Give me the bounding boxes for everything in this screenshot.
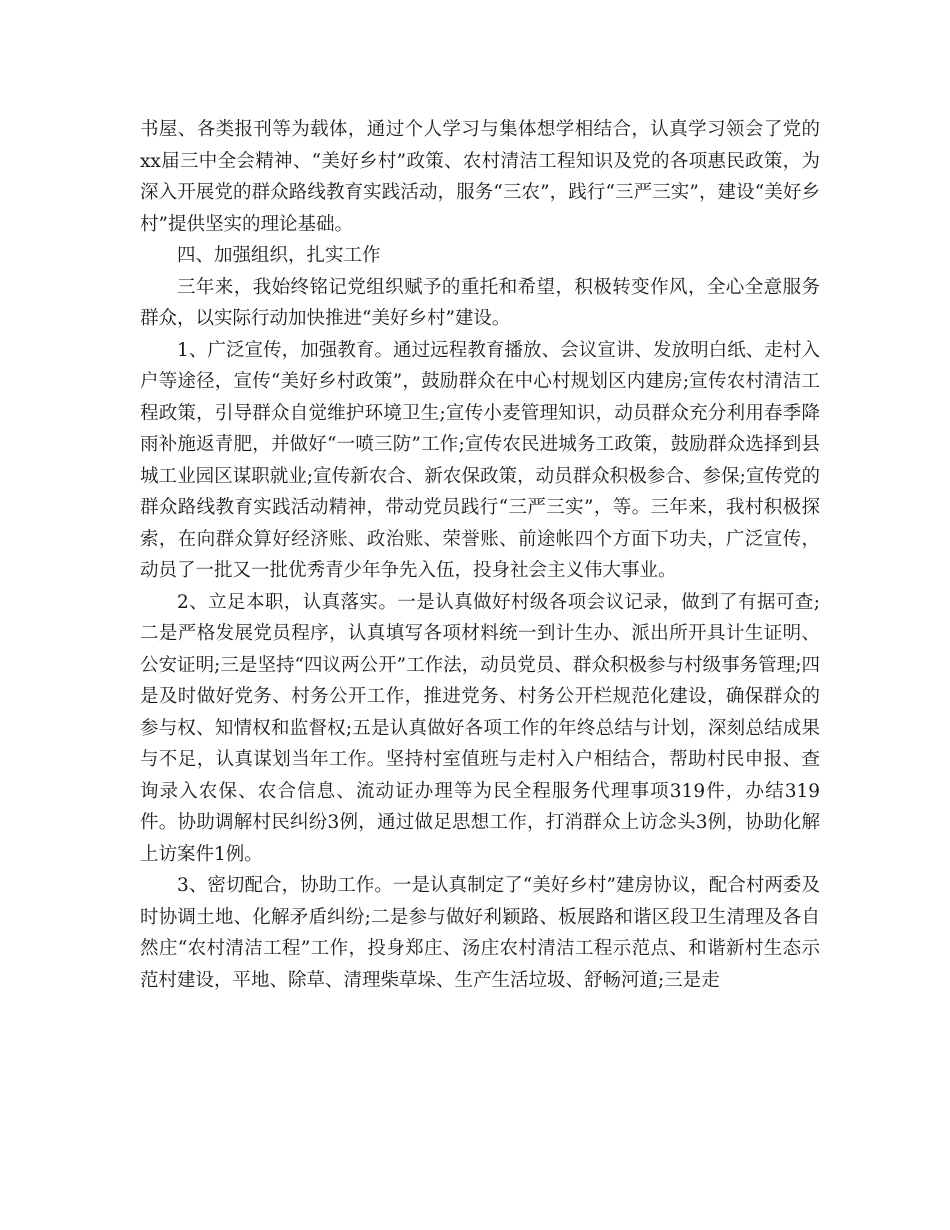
document-body — [140, 114, 820, 996]
section-heading: 四、加强组织，扎实工作 — [177, 245, 381, 266]
paragraph-3: 1、广泛宣传，加强教育。通过远程教育播放、会议宣讲、发放明白纸、走村入户等途径，宣传“美好乡村政策”，鼓励群众在中心村规划区内建房;宣传农村清洁工程政策，引导群众自觉维护环境卫生;宣传小麦管理知识，动员群众充分利用春季降雨补施返青肥，并做好“一喷三防”工作;宣传农民进城务工政策，鼓励群众选择到县城工业园区谋职就业;宣传新农合、新农保政策，动员群众积极参合、参保;宣传党的群众路线教育实践活动精神，带动党员践行“三严三实”，等。三年来，我村积极探索，在向群众算好经济账、政治账、荣誉账、前途帐四个方面下功夫，广泛宣传，动员了一批又一批优秀青少年争先入伍，投身社会主义伟大事业。 — [140, 339, 820, 581]
paragraph-4: 2、立足本职，认真落实。一是认真做好村级各项会议记录，做到了有据可查;二是严格发展党员程序，认真填写各项材料统一到计生办、派出所开具计生证明、公安证明;三是坚持“四议两公开”工作法，动员党员、群众积极参与村级事务管理;四是及时做好党务、村务公开工作，推进党务、村务公开栏规范化建设，确保群众的参与权、知情权和监督权;五是认真做好各项工作的年终总结与计划，深刻总结成果与不足，认真谋划当年工作。坚持村室值班与走村入户相结合，帮助村民申报、查询录入农保、农合信息、流动证办理等为民全程服务代理事项319件，办结319件。协助调解村民纠纷3例，通过做足思想工作，打消群众上访念头3例，协助化解上访案件1例。 — [140, 591, 820, 865]
paragraph-5: 3、密切配合，协助工作。一是认真制定了“美好乡村”建房协议，配合村两委及时协调土地、化解矛盾纠纷;二是参与做好利颖路、板展路和谐区段卫生清理及各自然庄“农村清洁工程”工作，投身郑庄、汤庄农村清洁工程示范点、和谐新村生态示范村建设，平地、除草、清理柴草垛、生产生活垃圾、舒畅河道;三是走 — [140, 875, 820, 991]
paragraph-1: 书屋、各类报刊等为载体，通过个人学习与集体想学相结合，认真学习领会了党的xx届三中全会精神、“美好乡村”政策、农村清洁工程知识及党的各项惠民政策，为深入开展党的群众路线教育实践活动，服务“三农”，践行“三严三实”，建设“美好乡村”提供坚实的理论基础。 — [140, 119, 820, 235]
paragraph-2: 三年来，我始终铭记党组织赋予的重托和希望，积极转变作风，全心全意服务群众，以实际行动加快推进“美好乡村”建设。 — [140, 276, 820, 329]
